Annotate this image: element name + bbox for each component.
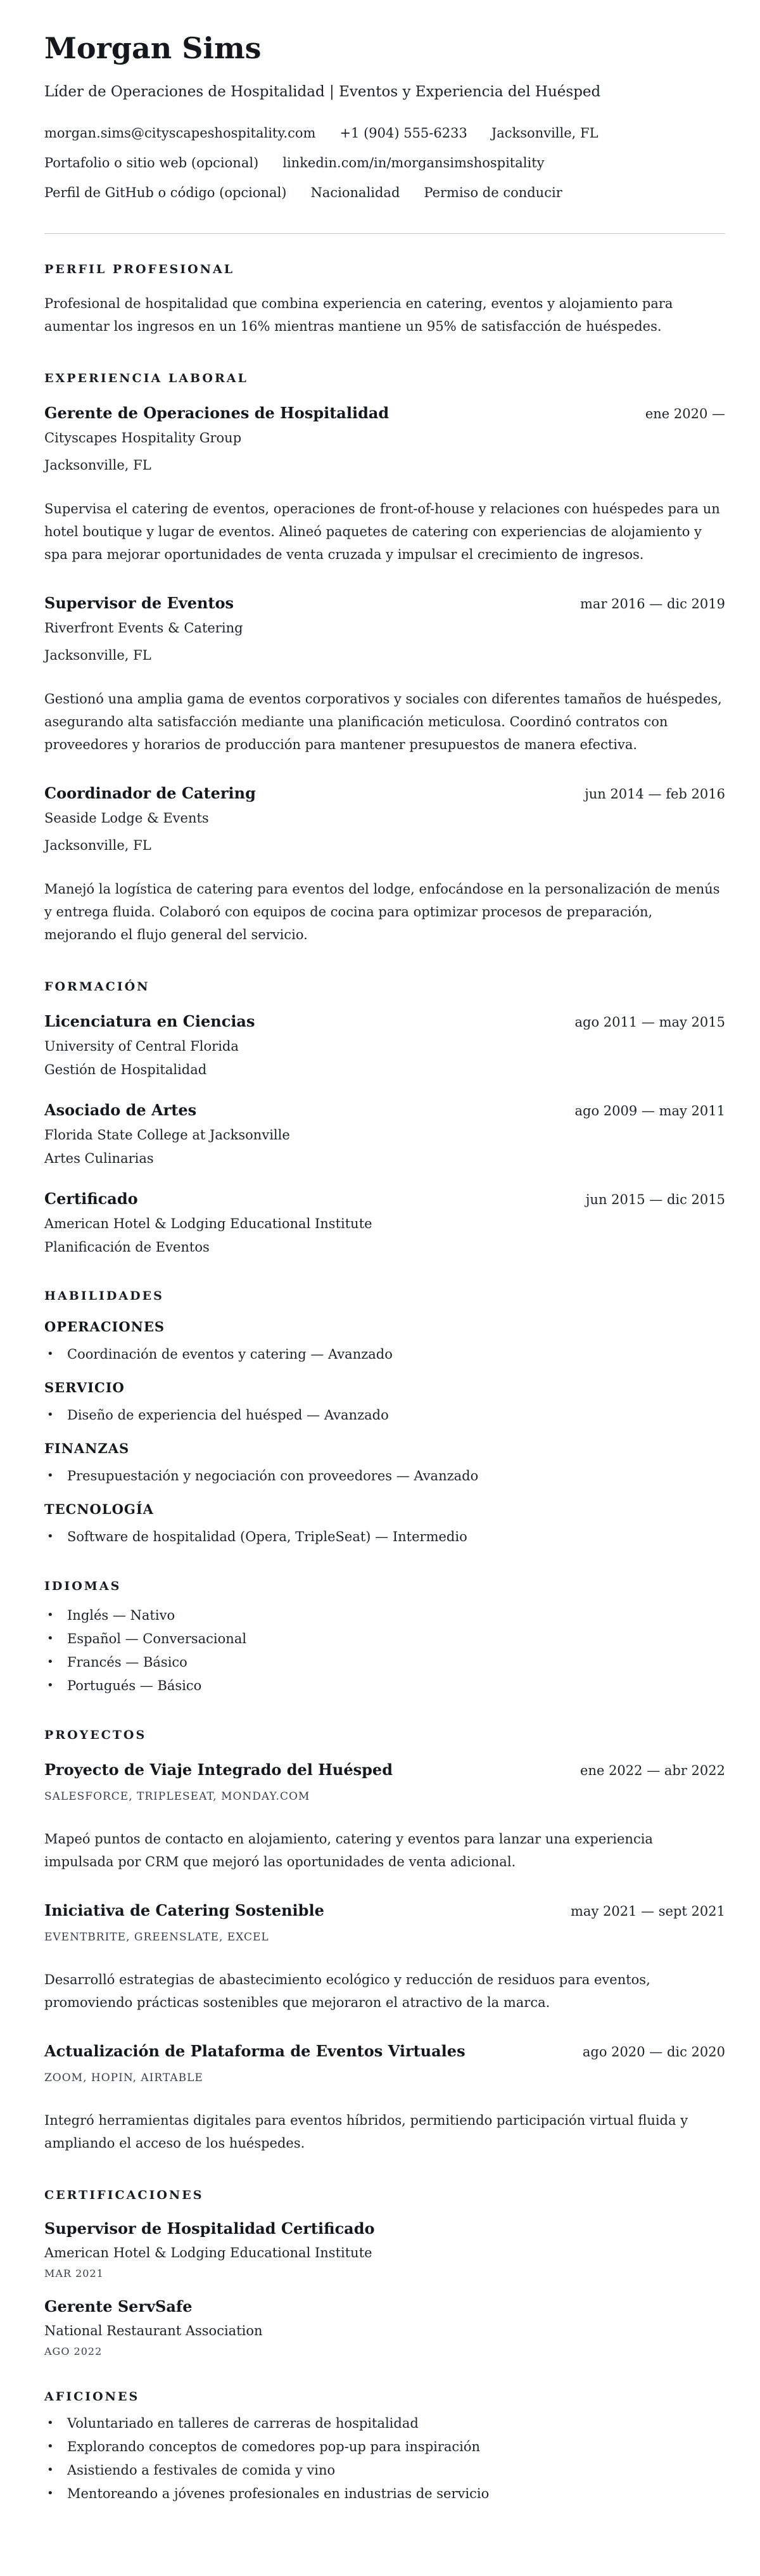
skill-item: • Coordinación de eventos y catering — Avanzado xyxy=(44,1345,725,1363)
project-entry xyxy=(44,2042,725,2155)
field-of-study: Gestión de Hospitalidad xyxy=(44,1062,207,1077)
skill-category: OPERACIONES xyxy=(44,1319,165,1335)
hobby-item: • Asistiendo a festivales de comida y vino xyxy=(44,2461,725,2479)
skill-group xyxy=(44,1380,725,1424)
certification-entry xyxy=(44,2297,725,2359)
hobby-item: • Mentoreando a jóvenes profesionales en industrias de servicio xyxy=(44,2485,725,2502)
skill-group xyxy=(44,1501,725,1546)
job-company: Cityscapes Hospitality Group xyxy=(44,430,242,445)
project-entry-head xyxy=(44,1760,725,1780)
project-entry-head xyxy=(44,1901,725,1921)
job-dates: jun 2014 — feb 2016 xyxy=(585,786,725,802)
driving-permit-text: Permiso de conducir xyxy=(424,185,562,200)
job-title: Supervisor de Eventos xyxy=(44,594,234,612)
headline: Líder de Operaciones de Hospitalidad | Eventos y Experiencia del Huésped xyxy=(44,84,601,100)
profile-section-title: PERFIL PROFESIONAL xyxy=(44,262,235,276)
project-dates: may 2021 — sept 2021 xyxy=(571,1904,725,1919)
education-dates: ago 2009 — may 2011 xyxy=(574,1103,725,1118)
hobbies-section-title: AFICIONES xyxy=(44,2390,140,2404)
job-dates: ene 2020 — xyxy=(645,406,725,421)
education-entry-head xyxy=(44,1101,725,1120)
email-text: morgan.sims@cityscapeshospitality.com xyxy=(44,125,316,141)
job-dates: mar 2016 — dic 2019 xyxy=(580,596,725,612)
education-section-title: FORMACIÓN xyxy=(44,980,150,994)
certifications-section-title: CERTIFICACIONES xyxy=(44,2188,204,2202)
job-description: Manejó la logística de catering para eventos del lodge, enfocándose en la personalización de menús y entrega fluida. Colaboró con equipos de cocina para optimizar procesos de preparación, mejorando el flujo general del servicio. xyxy=(44,881,720,942)
job-location: Jacksonville, FL xyxy=(44,458,151,473)
project-title: Actualización de Plataforma de Eventos Virtuales xyxy=(44,2042,466,2060)
education-dates: jun 2015 — dic 2015 xyxy=(585,1192,725,1207)
school-name: American Hotel & Lodging Educational Institute xyxy=(44,1216,372,1231)
project-tools: EVENTBRITE, GREENSLATE, EXCEL xyxy=(44,1931,269,1944)
job-entry-head xyxy=(44,404,725,423)
project-tools: SALESFORCE, TRIPLESEAT, MONDAY.COM xyxy=(44,1790,310,1803)
section-skills xyxy=(44,1288,725,1546)
job-company: Riverfront Events & Catering xyxy=(44,620,243,636)
job-entry xyxy=(44,404,725,566)
skill-list xyxy=(44,1467,725,1485)
section-education xyxy=(44,979,725,1255)
skill-item: • Software de hospitalidad (Opera, TripleSeat) — Intermedio xyxy=(44,1528,725,1546)
resume-header xyxy=(44,30,725,202)
certification-name: Gerente ServSafe xyxy=(44,2297,193,2316)
portfolio-text: Portafolio o sitio web (opcional) xyxy=(44,155,259,170)
job-location: Jacksonville, FL xyxy=(44,838,151,853)
project-dates: ene 2022 — abr 2022 xyxy=(580,1763,725,1778)
school-name: University of Central Florida xyxy=(44,1039,239,1054)
nationality-text: Nacionalidad xyxy=(310,185,400,200)
skill-group xyxy=(44,1440,725,1485)
education-dates: ago 2011 — may 2015 xyxy=(574,1015,725,1030)
section-languages xyxy=(44,1579,725,1695)
project-description: Integró herramientas digitales para eventos híbridos, permitiendo participación virtual fluida y ampliando el acceso de los huéspedes. xyxy=(44,2113,688,2151)
job-title: Gerente de Operaciones de Hospitalidad xyxy=(44,404,390,422)
job-entry xyxy=(44,594,725,756)
certification-date: AGO 2022 xyxy=(44,2345,103,2357)
person-name: Morgan Sims xyxy=(44,31,262,65)
project-title: Proyecto de Viaje Integrado del Huésped xyxy=(44,1760,393,1779)
projects-section-title: PROYECTOS xyxy=(44,1728,147,1742)
project-entry xyxy=(44,1760,725,1873)
section-certifications xyxy=(44,2188,725,2359)
section-experience xyxy=(44,371,725,946)
skill-item: • Diseño de experiencia del huésped — Avanzado xyxy=(44,1406,725,1424)
project-description: Desarrolló estrategias de abastecimiento ecológico y reducción de residuos para eventos, promoviendo prácticas sostenibles que mejoraron el atractivo de la marca. xyxy=(44,1972,650,2010)
job-entry xyxy=(44,784,725,946)
degree-title: Certificado xyxy=(44,1189,138,1208)
education-entry xyxy=(44,1189,725,1255)
language-item: • Español — Conversacional xyxy=(44,1630,725,1648)
contact-row-1 xyxy=(44,124,725,142)
job-description: Supervisa el catering de eventos, operaciones de front-of-house y relaciones con huéspedes para un hotel boutique y lugar de eventos. Alineó paquetes de catering con experiencias de alojamiento y spa para mejorar oportunidades de venta cruzada y impulsar el crecimiento de ingresos. xyxy=(44,501,720,562)
skill-category: FINANZAS xyxy=(44,1440,130,1456)
skills-section-title: HABILIDADES xyxy=(44,1289,164,1303)
project-description: Mapeó puntos de contacto en alojamiento, catering y eventos para lanzar una experiencia impulsada por CRM que mejoró las oportunidades de venta adicional. xyxy=(44,1831,653,1869)
location-text: Jacksonville, FL xyxy=(491,125,598,141)
education-entry-head xyxy=(44,1189,725,1209)
header-divider xyxy=(44,233,725,234)
skill-category: TECNOLOGÍA xyxy=(44,1501,154,1517)
language-item: • Portugués — Básico xyxy=(44,1677,725,1695)
language-list xyxy=(44,1606,725,1695)
hobby-item: • Voluntariado en talleres de carreras de hospitalidad xyxy=(44,2414,725,2432)
language-item: • Francés — Básico xyxy=(44,1653,725,1671)
education-entry xyxy=(44,1012,725,1078)
certification-date: MAR 2021 xyxy=(44,2267,104,2279)
project-tools: ZOOM, HOPIN, AIRTABLE xyxy=(44,2072,203,2084)
contact-row-2 xyxy=(44,154,725,172)
hobby-list xyxy=(44,2414,725,2502)
profile-summary-text: Profesional de hospitalidad que combina experiencia en catering, eventos y alojamiento para aumentar los ingresos en un 16% mientras mantiene un 95% de satisfacción de huéspedes. xyxy=(44,296,673,334)
certification-org: National Restaurant Association xyxy=(44,2323,263,2338)
job-entry-head xyxy=(44,784,725,804)
school-name: Florida State College at Jacksonville xyxy=(44,1127,290,1143)
field-of-study: Planificación de Eventos xyxy=(44,1240,210,1255)
phone-text: +1 (904) 555-6233 xyxy=(339,125,467,141)
degree-title: Asociado de Artes xyxy=(44,1101,197,1119)
experience-section-title: EXPERIENCIA LABORAL xyxy=(44,371,248,385)
job-description: Gestionó una amplia gama de eventos corporativos y sociales con diferentes tamaños de huéspedes, asegurando alta satisfacción mediante una planificación meticulosa. Coordinó contratos con proveedores y horarios de producción para mantener presupuestos de manera efectiva. xyxy=(44,691,722,752)
skill-category: SERVICIO xyxy=(44,1380,125,1395)
education-entry-head xyxy=(44,1012,725,1032)
project-entry-head xyxy=(44,2042,725,2061)
linkedin-text: linkedin.com/in/morgansimshospitality xyxy=(282,155,545,170)
job-company: Seaside Lodge & Events xyxy=(44,811,209,826)
certification-name: Supervisor de Hospitalidad Certificado xyxy=(44,2219,375,2238)
skill-group xyxy=(44,1319,725,1363)
hobby-item: • Explorando conceptos de comedores pop-up para inspiración xyxy=(44,2438,725,2456)
job-title: Coordinador de Catering xyxy=(44,784,256,802)
section-profile xyxy=(44,262,725,338)
degree-title: Licenciatura en Ciencias xyxy=(44,1012,255,1030)
skill-item: • Presupuestación y negociación con proveedores — Avanzado xyxy=(44,1467,725,1485)
certification-entry xyxy=(44,2219,725,2281)
skill-list xyxy=(44,1528,725,1546)
contact-row-3 xyxy=(44,184,725,202)
languages-section-title: IDIOMAS xyxy=(44,1579,122,1593)
skill-list xyxy=(44,1345,725,1363)
section-hobbies xyxy=(44,2389,725,2502)
education-entry xyxy=(44,1101,725,1167)
section-projects xyxy=(44,1727,725,2155)
project-title: Iniciativa de Catering Sostenible xyxy=(44,1901,324,1919)
language-item: • Inglés — Nativo xyxy=(44,1606,725,1624)
certification-org: American Hotel & Lodging Educational Institute xyxy=(44,2245,372,2260)
skill-list xyxy=(44,1406,725,1424)
job-entry-head xyxy=(44,594,725,613)
project-entry xyxy=(44,1901,725,2014)
github-text: Perfil de GitHub o código (opcional) xyxy=(44,185,287,200)
project-dates: ago 2020 — dic 2020 xyxy=(582,2044,725,2060)
field-of-study: Artes Culinarias xyxy=(44,1151,154,1166)
job-location: Jacksonville, FL xyxy=(44,648,151,663)
